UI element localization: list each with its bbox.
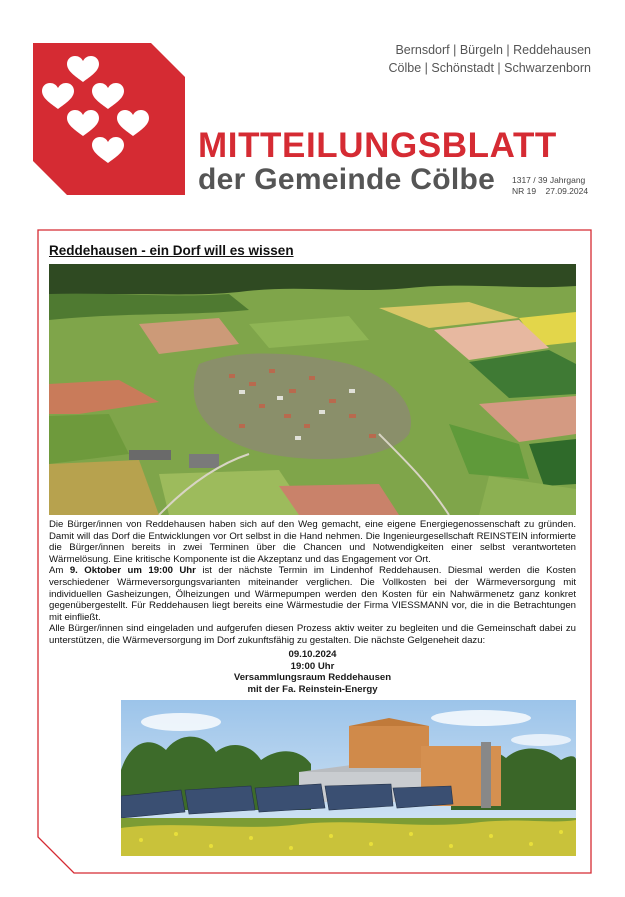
village-name: Schwarzenborn	[504, 60, 591, 75]
issue-nr: NR 19	[512, 186, 537, 196]
masthead-subtitle: der Gemeinde Cölbe	[198, 163, 496, 196]
aerial-village-photo	[49, 264, 576, 515]
issue-number: 1317	[512, 175, 531, 185]
paragraph-rest: ist der nächste Termin im Lindenhof Reddehausen. Diesmal werden die Kosten verschiedener Wärmeversorgungsvarianten miteinander verglichen. Die Vollkosten bei der Wärmeversorgung mit individuellen Gasheizungen, Ölheizungen und Wärmepumpen werden den Kosten für ein Nahwärmenetz ganz konkret gegenübergestellt. Für Reddehausen liegt bereits eine Wärmestudie der Firma VIESSMANN vor, die in die Betrachtungen mit einfließt.	[49, 565, 576, 623]
village-row-2: Cölbe | Schönstadt | Schwarzenborn	[388, 60, 591, 75]
issue-date: 27.09.2024	[545, 186, 589, 196]
issue-year: 39 Jahrgang	[538, 175, 586, 185]
heating-plant-photo	[121, 700, 576, 856]
article-title: Reddehausen - ein Dorf will es wissen	[49, 243, 294, 258]
paragraph-prefix: Am	[49, 565, 70, 577]
event-place: Versammlungsraum Reddehausen	[233, 672, 392, 684]
masthead-title: MITTEILUNGSBLATT	[198, 126, 557, 165]
meeting-date-highlight: 9. Oktober um 19:00 Uhr	[69, 565, 196, 577]
village-list	[389, 42, 591, 77]
article-paragraph-1: Die Bürger/innen von Reddehausen haben sich auf den Weg gemacht, eine eigene Energiegenossenschaft zu gründen. Damit will das Dorf die Entwicklungen vor Ort selbst in die Hand nehmen. Die Ingenieurgesellschaft REINSTEIN informierte die Bürger/innen bereits in zwei Terminen über die Chancen und Notwendigkeiten einer selbst verantworteten Wärmelösung. Eine kritische Komponente ist die Akzeptanz und das Engagement vor Ort.	[49, 519, 576, 565]
village-name: Schönstadt	[431, 60, 494, 75]
article-paragraph-3: Alle Bürger/innen sind eingeladen und aufgerufen diesen Prozess aktiv weiter zu begleiten und die Gemeinschaft dabei zu unterstützen, die Wärmeversorgung im Dorf zukunftsfähig zu gestalten. Die nächste Gelgeneheit dazu:	[49, 623, 576, 646]
event-time: 19:00 Uhr	[290, 660, 335, 672]
village-name: Reddehausen	[513, 43, 591, 57]
article-body	[49, 519, 576, 647]
event-details	[49, 649, 576, 695]
event-host: mit der Fa. Reinstein-Energy	[247, 683, 378, 695]
issue-info: 1317 / 39 Jahrgang NR 19 27.09.2024	[512, 175, 589, 196]
coat-of-arms-logo	[33, 43, 185, 195]
event-date: 09.10.2024	[288, 649, 337, 660]
village-name: Cölbe	[388, 60, 422, 75]
article-paragraph-2	[49, 565, 576, 623]
village-name: Bürgeln	[459, 43, 503, 57]
village-row-1: Bernsdorf | Bürgeln | Reddehausen	[395, 43, 591, 57]
village-name: Bernsdorf	[395, 43, 450, 57]
